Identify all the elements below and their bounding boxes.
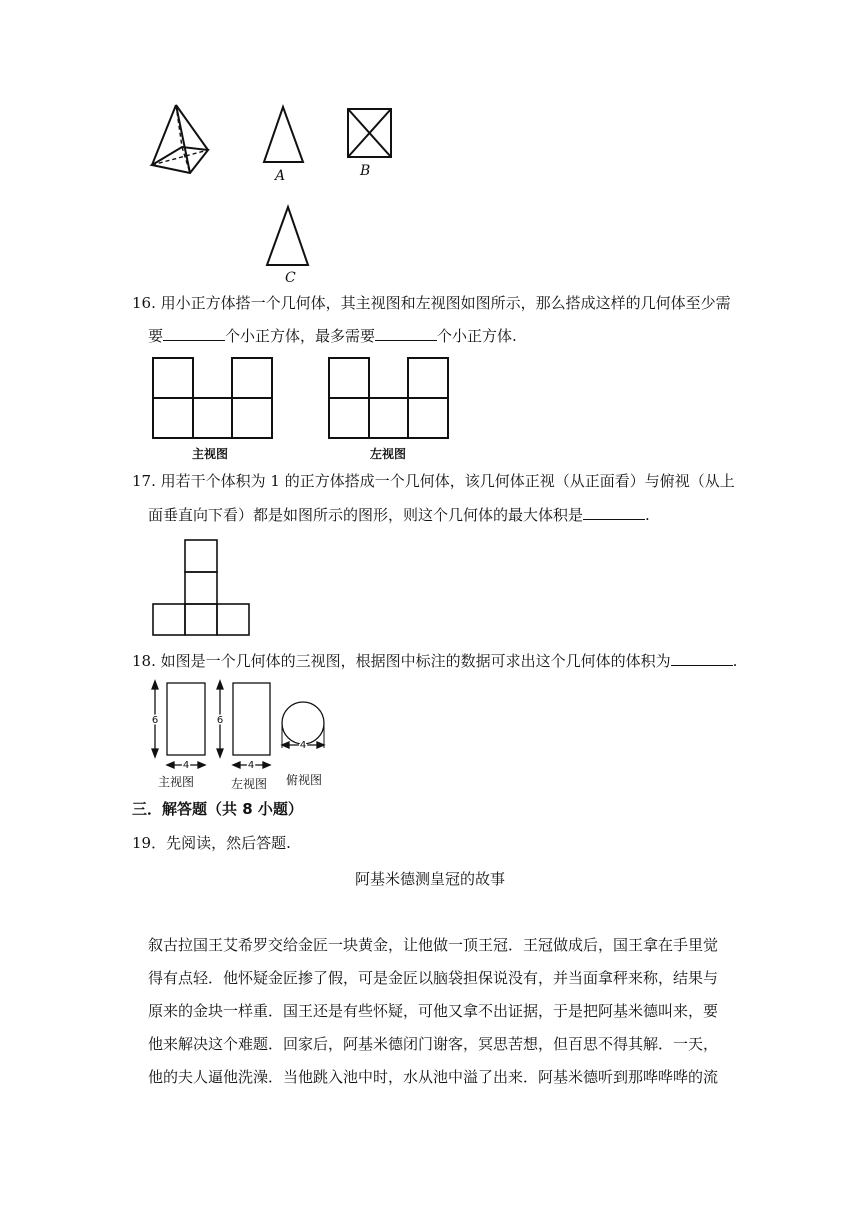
- q16-line2-a: 要: [148, 327, 164, 345]
- q16-line1: 16. 用小正方体搭一个几何体，其主视图和左视图如图所示，那么搭成这样的几何体至少需: [132, 294, 731, 312]
- section-3-heading: 三．解答题（共 8 小题）: [132, 800, 303, 818]
- q16-line2-b: 个小正方体，最多需要: [225, 327, 376, 345]
- q16-left-view: [326, 355, 451, 443]
- q16-front-label: 主视图: [192, 447, 229, 461]
- q18-blank: [671, 651, 733, 666]
- q18-front-width: 4: [182, 760, 190, 771]
- q19-story-title: 阿基米德测皇冠的故事: [354, 870, 505, 888]
- q16-line2: [148, 325, 517, 347]
- q17-line2-a: 面垂直向下看）都是如图所示的图形，则这个几何体的最大体积是: [148, 506, 584, 524]
- q18-left-width: 4: [247, 760, 255, 771]
- pyramid-drawing: [152, 105, 208, 173]
- q16-blank-min: [163, 326, 225, 341]
- q16-blank-max: [375, 326, 437, 341]
- q19-paragraph-line: 叙古拉国王艾希罗交给金匠一块黄金，让他做一顶王冠．王冠做成后，国王拿在手里觉: [148, 936, 719, 954]
- q19-paragraph-line: 他的夫人逼他洗澡．当他跳入池中时，水从池中溢了出来．阿基米德听到那哗哗哗的流: [148, 1068, 719, 1086]
- q18-three-views: [145, 678, 345, 793]
- q16-left-label: 左视图: [370, 447, 407, 461]
- q18-top-width: 4: [299, 740, 307, 751]
- q19-paragraph-line: 原来的金块一样重．国王还是有些怀疑，可他又拿不出证据，于是把阿基米德叫来，要: [148, 1002, 719, 1020]
- q17-line1: 17. 用若干个体积为 1 的正方体搭成一个几何体，该几何体正视（从正面看）与俯视（从上: [132, 472, 735, 490]
- q18-front-height: 6: [151, 715, 159, 726]
- q16-front-view: [150, 355, 275, 443]
- label-a: A: [275, 168, 286, 184]
- label-b: B: [360, 163, 371, 179]
- q19-paragraph-line: 他来解决这个难题．回家后，阿基米德闭门谢客，冥思苦想，但百思不得其解．一天，: [148, 1035, 719, 1053]
- label-c: C: [285, 270, 296, 286]
- triangle-view-a: [264, 107, 303, 162]
- q17-line2: [148, 504, 650, 526]
- q17-figure: [150, 538, 252, 638]
- q18-front-label: 主视图: [157, 775, 195, 789]
- q18-line1: [132, 650, 737, 672]
- q19-paragraph-line: 得有点轻．他怀疑金匠掺了假，可是金匠以脑袋担保说没有，并当面拿秤来称，结果与: [148, 969, 719, 987]
- q15-figure: [140, 95, 410, 290]
- square-view-b: [348, 109, 391, 157]
- q18-line1-a: 18. 如图是一个几何体的三视图，根据图中标注的数据可求出这个几何体的体积为: [132, 652, 671, 670]
- q17-line2-b: .: [645, 506, 650, 524]
- q17-blank: [583, 505, 645, 520]
- q18-line1-b: .: [732, 652, 738, 670]
- q18-top-label: 俯视图: [285, 773, 323, 787]
- q18-left-label: 左视图: [230, 777, 268, 791]
- q18-left-height: 6: [216, 715, 224, 726]
- q19-intro: 19．先阅读，然后答题.: [132, 834, 291, 852]
- triangle-view-c: [267, 207, 308, 265]
- q16-line2-c: 个小正方体.: [437, 327, 517, 345]
